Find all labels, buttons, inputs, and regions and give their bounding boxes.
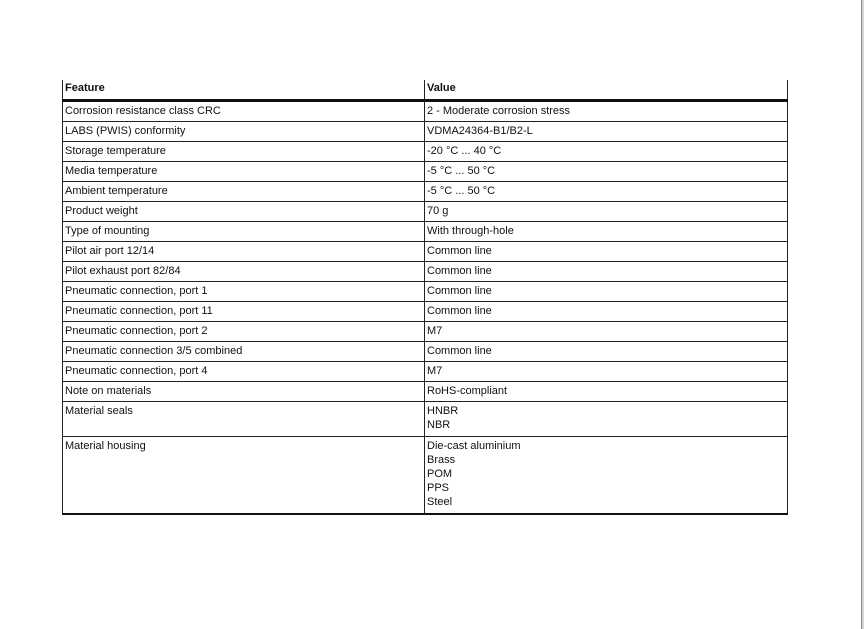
value-cell [425,402,788,437]
value-line: M7 [427,325,443,337]
feature-cell: Pneumatic connection, port 4 [63,362,425,382]
value-line: -20 °C ... 40 °C [427,145,502,157]
feature-cell: Pilot air port 12/14 [63,242,425,262]
feature-cell: Pneumatic connection, port 1 [63,282,425,302]
table-row [63,242,788,262]
table-row [63,362,788,382]
value-cell [425,182,788,202]
table-body [63,101,788,515]
feature-cell: Ambient temperature [63,182,425,202]
feature-cell: Storage temperature [63,142,425,162]
value-cell [425,222,788,242]
value-line: 70 g [427,205,449,217]
table-row [63,101,788,122]
value-cell [425,302,788,322]
table-row [63,222,788,242]
value-line: VDMA24364-B1/B2-L [427,125,533,137]
feature-cell: Note on materials [63,382,425,402]
feature-cell: Corrosion resistance class CRC [63,101,425,122]
feature-cell: Pneumatic connection, port 11 [63,302,425,322]
value-line: Brass [427,454,456,466]
value-line: PPS [427,482,450,494]
table-row [63,402,788,437]
value-line: RoHS-compliant [427,385,508,397]
value-cell [425,142,788,162]
spec-table [62,80,788,515]
value-line: 2 - Moderate corrosion stress [427,105,571,117]
value-line: Common line [427,265,492,277]
table-row [63,162,788,182]
table-row [63,142,788,162]
value-line: With through-hole [427,225,514,237]
table-row [63,282,788,302]
table-header-row [63,80,788,101]
value-cell [425,122,788,142]
feature-cell: LABS (PWIS) conformity [63,122,425,142]
feature-cell: Product weight [63,202,425,222]
value-cell [425,437,788,515]
value-line: -5 °C ... 50 °C [427,165,496,177]
table-row [63,302,788,322]
feature-cell: Pneumatic connection, port 2 [63,322,425,342]
feature-cell: Pneumatic connection 3/5 combined [63,342,425,362]
value-line: Die-cast aluminium [427,440,521,452]
table-row [63,437,788,515]
value-line: -5 °C ... 50 °C [427,185,496,197]
feature-cell: Material seals [63,402,425,437]
table-row [63,322,788,342]
value-cell [425,262,788,282]
feature-cell: Type of mounting [63,222,425,242]
value-cell [425,101,788,122]
value-cell [425,362,788,382]
value-cell [425,282,788,302]
value-line: Common line [427,305,492,317]
value-cell [425,242,788,262]
value-line: Steel [427,496,453,508]
value-cell [425,322,788,342]
value-line: Common line [427,345,492,357]
value-cell [425,342,788,362]
value-line: HNBR [427,405,459,417]
value-cell [425,162,788,182]
header-value: Value [425,80,788,101]
value-line: Common line [427,245,492,257]
table-row [63,342,788,362]
value-line: M7 [427,365,443,377]
value-cell [425,202,788,222]
feature-cell: Pilot exhaust port 82/84 [63,262,425,282]
table-row [63,262,788,282]
value-line: NBR [427,419,451,431]
table-row [63,382,788,402]
value-line: Common line [427,285,492,297]
table-row [63,122,788,142]
value-cell [425,382,788,402]
header-feature: Feature [63,80,425,101]
table-row [63,182,788,202]
value-line: POM [427,468,453,480]
table-row [63,202,788,222]
feature-cell: Media temperature [63,162,425,182]
feature-cell: Material housing [63,437,425,515]
